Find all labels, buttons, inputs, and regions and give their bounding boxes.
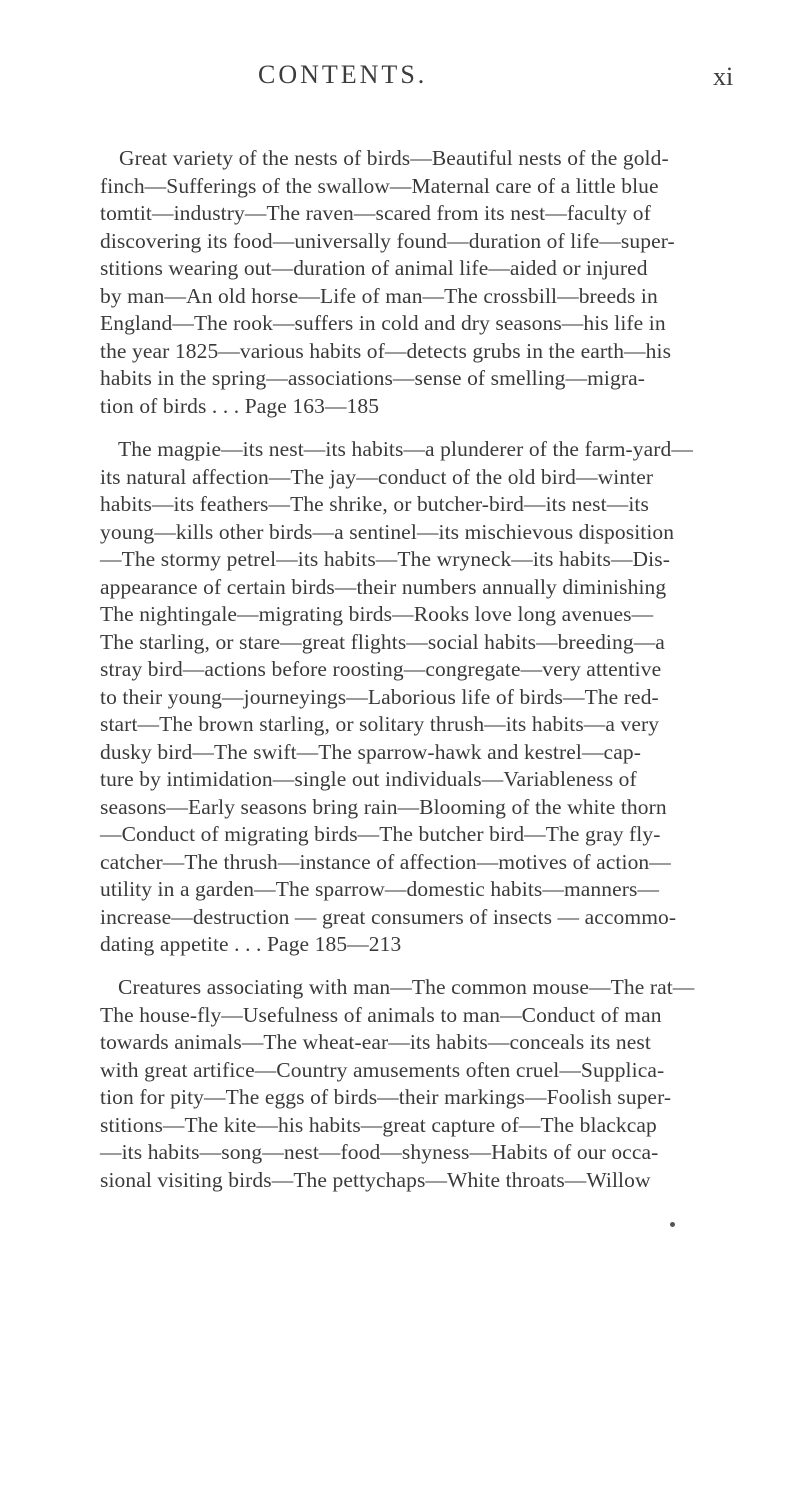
entry-line: The starling, or stare—great flights—social habits—breeding—a: [100, 630, 665, 654]
running-head: [0, 60, 800, 100]
entry-line: habits in the spring—associations—sense of smelling—migra-: [100, 366, 646, 390]
entry-line: England—The rook—suffers in cold and dry seasons—his life in: [100, 311, 666, 335]
entry-line: —Conduct of migrating birds—The butcher bird—The gray fly-: [100, 822, 661, 846]
entry-line: dating appetite . . . Page 185—213: [100, 932, 402, 956]
entry-line: Creatures associating with man—The common mouse—The rat—: [118, 975, 695, 999]
entry-line: by man—An old horse—Life of man—The crossbill—breeds in: [100, 284, 658, 308]
entry-line: stray bird—actions before roosting—congregate—very attentive: [100, 657, 662, 681]
entry-line: catcher—The thrush—instance of affection—motives of action—: [100, 850, 671, 874]
entry-line: habits—its feathers—The shrike, or butcher-bird—its nest—its: [100, 492, 649, 516]
entry-line: The magpie—its nest—its habits—a plunderer of the farm-yard—: [118, 437, 693, 461]
entry-line: its natural affection—The jay—conduct of the old bird—winter: [100, 465, 654, 489]
entry-line: to their young—journeyings—Laborious life of birds—The red-: [100, 685, 659, 709]
entry-line: tomtit—industry—The raven—scared from its nest—faculty of: [100, 201, 651, 225]
entry-line: the year 1825—various habits of—detects grubs in the earth—his: [100, 339, 672, 363]
entry-line: utility in a garden—The sparrow—domestic habits—manners—: [100, 877, 660, 901]
entry-line: young—kills other birds—a sentinel—its mischievous disposition: [100, 520, 675, 544]
entry-line: stitions wearing out—duration of animal life—aided or injured: [100, 256, 648, 280]
entry-line: appearance of certain birds—their numbers annually diminishing: [100, 575, 667, 599]
entry-line: The house-fly—Usefulness of animals to man—Conduct of man: [100, 1003, 662, 1027]
ink-speck: [670, 1222, 675, 1227]
entry-line: increase—destruction — great consumers of insects — accommo-: [100, 905, 677, 929]
entry-line: tion for pity—The eggs of birds—their markings—Foolish super-: [100, 1085, 672, 1109]
page-number: xi: [713, 62, 734, 91]
entry-line: —The stormy petrel—its habits—The wryneck—its habits—Dis-: [100, 547, 670, 571]
entry-line: seasons—Early seasons bring rain—Blooming of the white thorn: [100, 795, 667, 819]
entry-line: discovering its food—universally found—duration of life—super-: [100, 229, 675, 253]
entry-line: finch—Sufferings of the swallow—Maternal care of a little blue: [100, 174, 659, 198]
entry-line: tion of birds . . . Page 163—185: [100, 394, 380, 418]
entry-line: —its habits—song—nest—food—shyness—Habits of our occa-: [100, 1140, 659, 1164]
running-head-title: CONTENTS.: [258, 60, 428, 89]
entry-line: towards animals—The wheat-ear—its habits—conceals its nest: [100, 1030, 651, 1054]
entry-line: ture by intimidation—single out individuals—Variableness of: [100, 767, 637, 791]
entry-line: with great artifice—Country amusements often cruel—Supplica-: [100, 1058, 665, 1082]
entry-line: stitions—The kite—his habits—great capture of—The blackcap: [100, 1113, 657, 1137]
entry-line: dusky bird—The swift—The sparrow-hawk and kestrel—cap-: [100, 740, 641, 764]
entry-line: Great variety of the nests of birds—Beautiful nests of the gold-: [119, 146, 669, 170]
entry-line: The nightingale—migrating birds—Rooks love long avenues—: [100, 602, 654, 626]
entry-line: sional visiting birds—The pettychaps—White throats—Willow: [100, 1168, 651, 1192]
entry-line: start—The brown starling, or solitary thrush—its habits—a very: [100, 712, 660, 736]
